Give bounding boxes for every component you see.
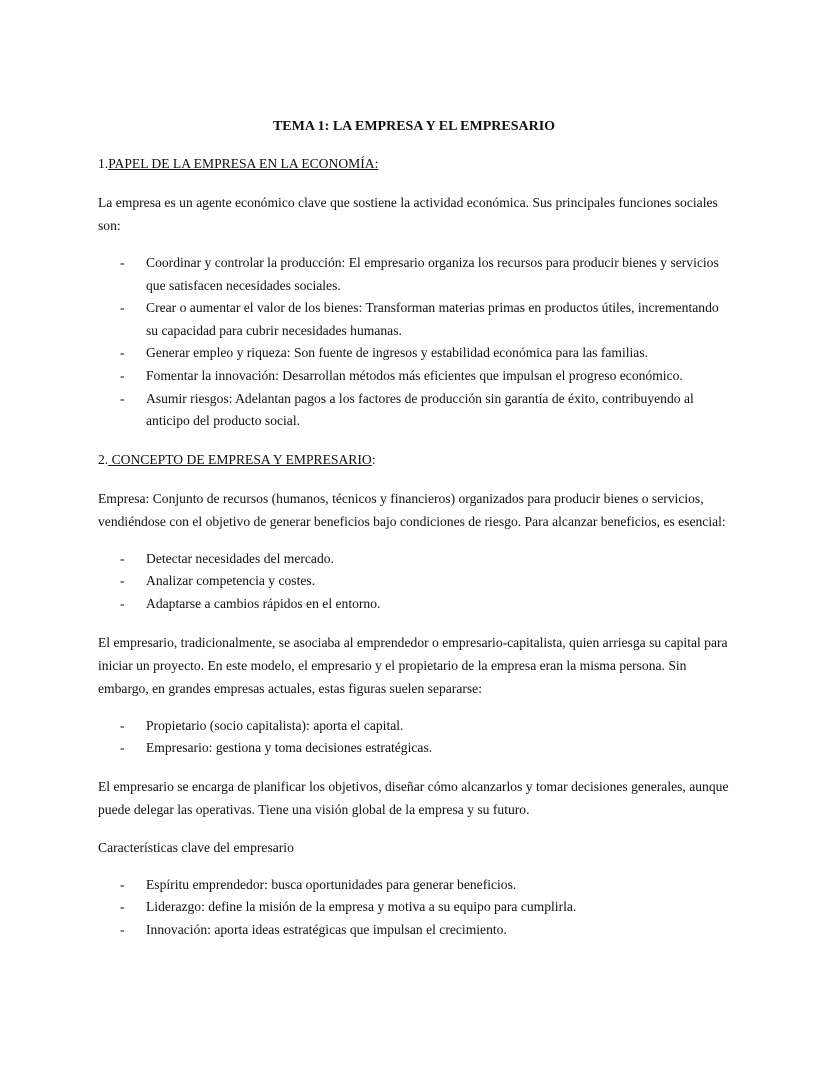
section-2-heading <box>98 448 730 471</box>
bullet-dash: - <box>120 390 125 406</box>
section-number: 1. <box>98 156 109 171</box>
list-item-text: Espíritu emprendedor: busca oportunidades para generar beneficios. <box>146 876 517 892</box>
list-item <box>98 570 730 593</box>
document-title: TEMA 1: LA EMPRESA Y EL EMPRESARIO <box>272 119 556 134</box>
document-page <box>98 115 730 957</box>
list-item <box>98 342 730 365</box>
bullet-dash: - <box>120 300 125 316</box>
essentials-list <box>98 548 730 616</box>
list-item <box>98 715 730 738</box>
characteristics-list <box>98 874 730 942</box>
list-item-text: Propietario (socio capitalista): aporta el capital. <box>146 717 404 733</box>
section-1-intro: La empresa es un agente económico clave que sostiene la actividad económica. Sus principales funciones sociales son: <box>98 195 718 233</box>
list-item <box>98 548 730 571</box>
bullet-dash: - <box>120 740 125 756</box>
section-1-heading <box>98 152 730 175</box>
section-colon: : <box>371 451 376 467</box>
list-item-text: Asumir riesgos: Adelantan pagos a los factores de producción sin garantía de éxito, contribuyendo al anticipo del producto social. <box>146 390 694 429</box>
section-title: CONCEPTO DE EMPRESA Y EMPRESARIO <box>108 451 372 467</box>
list-item <box>98 874 730 897</box>
bullet-dash: - <box>120 717 125 733</box>
characteristics-label: Características clave del empresario <box>98 839 294 855</box>
roles-list <box>98 715 730 760</box>
list-item-text: Fomentar la innovación: Desarrollan métodos más eficientes que impulsan el progreso económico. <box>146 367 683 383</box>
empresa-definition: Empresa: Conjunto de recursos (humanos, técnicos y financieros) organizados para producir bienes o servicios, vendiéndose con el objetivo de generar beneficios bajo condiciones de riesgo. Para alcanzar beneficios, es esencial: <box>98 490 726 529</box>
bullet-dash: - <box>120 550 125 566</box>
list-item-text: Crear o aumentar el valor de los bienes: Transforman materias primas en productos útiles, incrementando su capacidad para cubrir necesidades humanas. <box>146 300 719 338</box>
list-item <box>98 737 730 760</box>
bullet-dash: - <box>120 595 125 611</box>
list-item-text: Analizar competencia y costes. <box>146 573 316 589</box>
list-item-text: Detectar necesidades del mercado. <box>146 550 334 566</box>
empresario-functions: El empresario se encarga de planificar los objetivos, diseñar cómo alcanzarlos y tomar decisiones generales, aunque puede delegar las operativas. Tiene una visión global de la empresa y su futuro. <box>98 778 729 817</box>
list-item-text: Coordinar y controlar la producción: El empresario organiza los recursos para producir bienes y servicios que satisfacen necesidades sociales. <box>146 255 719 293</box>
bullet-dash: - <box>120 255 125 270</box>
bullet-dash: - <box>120 876 125 892</box>
section-1-list <box>98 252 730 433</box>
empresario-paragraph: El empresario, tradicionalmente, se asociaba al emprendedor o empresario-capitalista, quien arriesga su capital para iniciar un proyecto. En este modelo, el empresario y el propietario de la empresa eran la misma persona. Sin embargo, en grandes empresas actuales, estas figuras suelen separarse: <box>98 634 728 696</box>
list-item <box>98 388 730 433</box>
list-item <box>98 365 730 388</box>
list-item-text: Liderazgo: define la misión de la empresa y motiva a su equipo para cumplirla. <box>146 899 577 915</box>
bullet-dash: - <box>120 573 125 589</box>
list-item-text: Adaptarse a cambios rápidos en el entorno. <box>146 595 381 611</box>
section-title: PAPEL DE LA EMPRESA EN LA ECONOMÍA: <box>108 156 379 171</box>
list-item <box>98 919 730 942</box>
list-item <box>98 896 730 919</box>
list-item <box>98 297 730 342</box>
bullet-dash: - <box>120 367 125 383</box>
list-item-text: Empresario: gestiona y toma decisiones estratégicas. <box>146 740 433 756</box>
section-number: 2. <box>98 451 109 467</box>
list-item-text: Generar empleo y riqueza: Son fuente de ingresos y estabilidad económica para las familias. <box>146 345 649 361</box>
bullet-dash: - <box>120 921 125 937</box>
list-item <box>98 252 730 297</box>
bullet-dash: - <box>120 345 125 361</box>
list-item <box>98 593 730 616</box>
bullet-dash: - <box>120 899 125 915</box>
list-item-text: Innovación: aporta ideas estratégicas que impulsan el crecimiento. <box>146 921 507 937</box>
